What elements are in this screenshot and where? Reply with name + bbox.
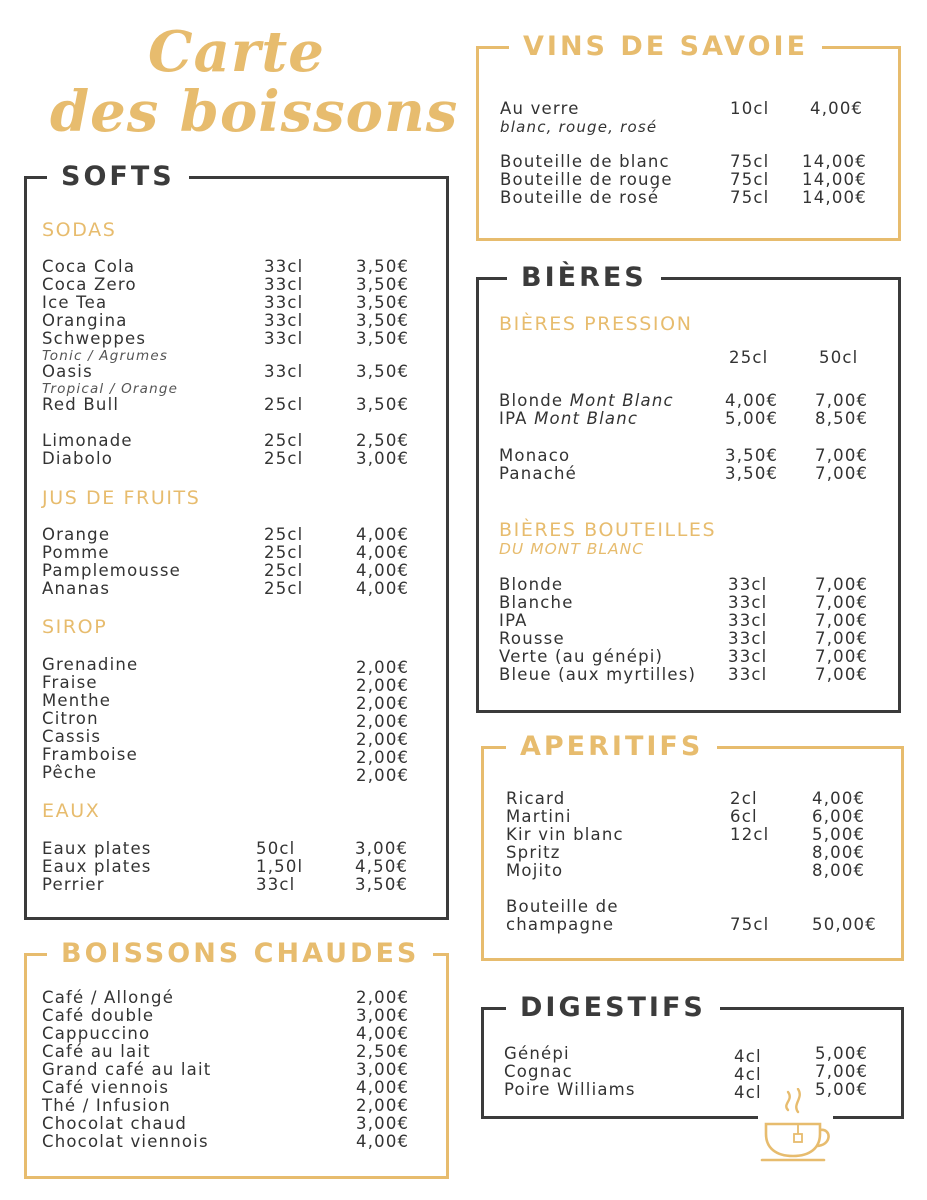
list-item <box>42 432 422 450</box>
item-brand: Mont Blanc <box>534 409 639 428</box>
item-price: 2,00€ <box>356 694 410 713</box>
item-name: Perrier <box>42 875 105 894</box>
item-name: Bouteille de rouge <box>500 170 673 189</box>
bieres-title: BIÈRES <box>507 260 661 296</box>
list-item <box>42 727 422 749</box>
item-price: 4,00€ <box>356 561 410 580</box>
list-item <box>500 153 880 171</box>
item-size: 25cl <box>264 579 304 598</box>
list-item <box>499 630 889 648</box>
item-subtitle: blanc, rouge, rosé <box>500 118 658 136</box>
list-item <box>500 100 880 118</box>
list-item <box>506 898 896 916</box>
item-name: Bouteille de rosé <box>500 188 660 207</box>
list-item <box>499 447 889 465</box>
bieres-bouteilles-subheading: DU MONT BLANC <box>499 540 645 558</box>
item-size: 25cl <box>264 525 304 544</box>
item-subtitle: Tropical / Orange <box>42 381 179 397</box>
item-size: 33cl <box>728 665 768 684</box>
item-price: 2,00€ <box>356 1096 410 1115</box>
item-price: 3,00€ <box>356 1114 410 1133</box>
item-name: Cassis <box>42 727 102 746</box>
item-price: 3,50€ <box>356 275 410 294</box>
item-size: 33cl <box>264 311 304 330</box>
list-item <box>42 396 422 414</box>
item-price: 7,00€ <box>815 575 869 594</box>
list-item <box>42 312 422 330</box>
list-item <box>499 612 889 630</box>
list-item <box>42 691 422 713</box>
item-name: Framboise <box>42 745 138 764</box>
item-name: Martini <box>506 807 572 826</box>
item-name: Café viennois <box>42 1078 170 1097</box>
item-name: Panaché <box>499 464 577 483</box>
item-price: 5,00€ <box>812 825 866 844</box>
item-name: Diabolo <box>42 449 114 468</box>
item-price: 5,00€ <box>815 1044 869 1063</box>
list-item <box>42 258 422 276</box>
item-size: 75cl <box>730 152 770 171</box>
item-price: 14,00€ <box>802 170 867 189</box>
item-price: 4,50€ <box>355 857 409 876</box>
item-price-50cl: 7,00€ <box>815 391 869 410</box>
item-size: 10cl <box>730 99 770 118</box>
list-item <box>504 1044 894 1066</box>
list-item <box>499 576 889 594</box>
chaudes-section <box>24 938 449 1179</box>
list-item <box>42 276 422 294</box>
item-name: Eaux plates <box>42 839 152 858</box>
item-price-25cl: 3,50€ <box>725 464 779 483</box>
item-size: 33cl <box>728 593 768 612</box>
list-item <box>42 1043 422 1061</box>
item-subtitle: Tonic / Agrumes <box>42 348 169 364</box>
item-name-line2: champagne <box>506 915 615 934</box>
item-name: Bleue (aux myrtilles) <box>499 665 697 684</box>
menu-title-line1: Carte <box>148 19 325 85</box>
item-name: Verte (au génépi) <box>499 647 664 666</box>
col-header-50cl: 50cl <box>819 348 859 367</box>
list-item <box>42 580 422 598</box>
vins-section <box>476 31 901 241</box>
item-name: Cappuccino <box>42 1024 151 1043</box>
item-name: Grand café au lait <box>42 1060 212 1079</box>
item-price: 3,00€ <box>356 449 410 468</box>
item-label: Blonde <box>499 391 564 410</box>
item-name: Café double <box>42 1006 155 1025</box>
list-item <box>499 392 889 410</box>
list-item <box>42 840 422 858</box>
item-label: IPA <box>499 409 528 428</box>
item-price: 3,50€ <box>355 875 409 894</box>
item-price: 3,50€ <box>356 293 410 312</box>
list-item <box>499 648 889 666</box>
item-size: 33cl <box>264 362 304 381</box>
list-item <box>42 673 422 695</box>
item-name: Schweppes <box>42 329 147 348</box>
item-size: 25cl <box>264 543 304 562</box>
digestifs-section <box>481 992 904 1119</box>
item-name: Café au lait <box>42 1042 151 1061</box>
list-item <box>42 1025 422 1043</box>
item-price-50cl: 7,00€ <box>815 446 869 465</box>
item-name: Coca Zero <box>42 275 137 294</box>
list-item <box>42 363 422 381</box>
menu-title-line2: des boissons <box>50 79 459 145</box>
item-name: Kir vin blanc <box>506 825 624 844</box>
list-item <box>42 763 422 785</box>
eaux-heading: EAUX <box>42 800 101 822</box>
list-item <box>506 790 896 808</box>
item-price: 3,50€ <box>356 257 410 276</box>
item-price: 2,00€ <box>356 712 410 731</box>
item-size: 4cl <box>734 1065 762 1084</box>
item-price: 7,00€ <box>815 647 869 666</box>
item-size: 25cl <box>264 431 304 450</box>
list-item <box>42 1079 422 1097</box>
col-header-25cl: 25cl <box>729 348 769 367</box>
item-name: Ananas <box>42 579 111 598</box>
vins-title: VINS DE SAVOIE <box>509 29 822 65</box>
item-size: 4cl <box>734 1047 762 1066</box>
item-price: 2,50€ <box>356 1042 410 1061</box>
item-name <box>499 392 674 410</box>
softs-section <box>24 161 449 920</box>
item-price: 4,00€ <box>356 525 410 544</box>
item-size: 33cl <box>728 611 768 630</box>
item-price-50cl: 8,50€ <box>815 409 869 428</box>
item-size: 12cl <box>730 825 770 844</box>
item-price: 4,00€ <box>356 1024 410 1043</box>
item-name: Coca Cola <box>42 257 136 276</box>
item-price: 5,00€ <box>815 1080 869 1099</box>
list-item <box>42 1133 422 1151</box>
item-size: 75cl <box>730 188 770 207</box>
item-price: 4,00€ <box>812 789 866 808</box>
list-item <box>42 330 422 348</box>
item-price: 6,00€ <box>812 807 866 826</box>
list-item <box>506 826 896 844</box>
item-price: 2,00€ <box>356 988 410 1007</box>
item-size: 2cl <box>730 789 758 808</box>
item-name: Rousse <box>499 629 565 648</box>
list-item <box>42 745 422 767</box>
item-name <box>499 410 638 428</box>
item-name: Blonde <box>499 575 564 594</box>
item-name: Blanche <box>499 593 574 612</box>
item-price: 3,50€ <box>356 395 410 414</box>
item-size: 33cl <box>264 257 304 276</box>
item-price: 2,00€ <box>356 748 410 767</box>
item-name: Bouteille de <box>506 897 619 916</box>
item-name: Citron <box>42 709 99 728</box>
sirop-heading: SIROP <box>42 616 108 638</box>
item-price: 2,50€ <box>356 431 410 450</box>
sodas-heading: SODAS <box>42 219 117 241</box>
item-size: 1,50l <box>256 857 304 876</box>
item-name: Orangina <box>42 311 128 330</box>
item-name: Chocolat viennois <box>42 1132 209 1151</box>
item-brand: Mont Blanc <box>569 391 674 410</box>
item-size: 33cl <box>264 293 304 312</box>
item-name: Cognac <box>504 1062 573 1081</box>
item-name: Limonade <box>42 431 133 450</box>
item-price: 7,00€ <box>815 665 869 684</box>
item-price: 50,00€ <box>812 915 877 934</box>
item-name: Spritz <box>506 843 561 862</box>
item-price: 4,00€ <box>810 99 864 118</box>
list-item <box>42 1061 422 1079</box>
item-price: 3,50€ <box>356 329 410 348</box>
list-item <box>506 916 896 934</box>
list-item <box>42 450 422 468</box>
list-item <box>42 544 422 562</box>
item-price: 3,00€ <box>356 1006 410 1025</box>
list-item <box>42 858 422 876</box>
item-size: 6cl <box>730 807 758 826</box>
item-price: 7,00€ <box>815 593 869 612</box>
item-name: Menthe <box>42 691 112 710</box>
item-price: 7,00€ <box>815 1062 869 1081</box>
item-name: Orange <box>42 525 111 544</box>
list-item <box>42 655 422 677</box>
item-price: 4,00€ <box>356 1132 410 1151</box>
digestifs-title: DIGESTIFS <box>506 990 720 1026</box>
item-price: 4,00€ <box>356 1078 410 1097</box>
item-size: 33cl <box>264 275 304 294</box>
aperitifs-section <box>481 731 904 961</box>
softs-title: SOFTS <box>47 159 189 195</box>
list-item <box>504 1062 894 1084</box>
item-price: 2,00€ <box>356 658 410 677</box>
item-name: Ricard <box>506 789 566 808</box>
teacup-icon <box>758 1088 833 1168</box>
item-size: 75cl <box>730 915 770 934</box>
item-price: 7,00€ <box>815 629 869 648</box>
item-price: 3,50€ <box>356 311 410 330</box>
item-price: 7,00€ <box>815 611 869 630</box>
item-size: 33cl <box>728 575 768 594</box>
item-price-50cl: 7,00€ <box>815 464 869 483</box>
item-name: Monaco <box>499 446 571 465</box>
list-item <box>42 526 422 544</box>
item-size: 33cl <box>256 875 296 894</box>
item-size: 33cl <box>728 629 768 648</box>
item-name: Pomme <box>42 543 110 562</box>
item-name: Oasis <box>42 362 93 381</box>
item-price: 2,00€ <box>356 730 410 749</box>
list-item <box>42 1115 422 1133</box>
item-name: Bouteille de blanc <box>500 152 670 171</box>
item-name: IPA <box>499 611 528 630</box>
list-item <box>42 709 422 731</box>
bieres-bouteilles-heading: BIÈRES BOUTEILLES <box>499 519 717 541</box>
list-item <box>42 1097 422 1115</box>
item-price: 14,00€ <box>802 188 867 207</box>
item-size: 75cl <box>730 170 770 189</box>
item-price: 8,00€ <box>812 861 866 880</box>
item-size: 25cl <box>264 449 304 468</box>
item-name: Au verre <box>500 99 580 118</box>
item-name: Thé / Infusion <box>42 1096 171 1115</box>
item-size: 25cl <box>264 395 304 414</box>
item-size: 33cl <box>728 647 768 666</box>
item-price-25cl: 5,00€ <box>725 409 779 428</box>
list-item <box>42 562 422 580</box>
item-name: Café / Allongé <box>42 988 175 1007</box>
item-size: 4cl <box>734 1083 762 1102</box>
item-price: 4,00€ <box>356 579 410 598</box>
list-item <box>504 1080 894 1102</box>
list-item <box>42 876 422 894</box>
list-item <box>506 808 896 826</box>
list-item <box>42 1007 422 1025</box>
list-item <box>500 171 880 189</box>
item-size: 33cl <box>264 329 304 348</box>
list-item <box>506 844 896 862</box>
item-price: 14,00€ <box>802 152 867 171</box>
bieres-section <box>476 262 901 713</box>
item-name: Pamplemousse <box>42 561 181 580</box>
item-price: 2,00€ <box>356 676 410 695</box>
item-price: 2,00€ <box>356 766 410 785</box>
item-name: Grenadine <box>42 655 139 674</box>
jus-heading: JUS DE FRUITS <box>42 487 201 509</box>
list-item <box>499 594 889 612</box>
list-item <box>499 666 889 684</box>
list-item <box>42 294 422 312</box>
item-name: Fraise <box>42 673 98 692</box>
list-item <box>42 989 422 1007</box>
item-price: 3,00€ <box>355 839 409 858</box>
item-price-25cl: 4,00€ <box>725 391 779 410</box>
item-name: Pêche <box>42 763 98 782</box>
item-size: 50cl <box>256 839 296 858</box>
item-name: Poire Williams <box>504 1080 636 1099</box>
aperitifs-title: APERITIFS <box>506 729 717 765</box>
item-name: Red Bull <box>42 395 120 414</box>
item-size: 25cl <box>264 561 304 580</box>
item-name: Chocolat chaud <box>42 1114 188 1133</box>
chaudes-title: BOISSONS CHAUDES <box>47 936 433 972</box>
list-item <box>506 862 896 880</box>
item-name: Ice Tea <box>42 293 108 312</box>
list-item <box>499 410 889 428</box>
item-price: 3,00€ <box>356 1060 410 1079</box>
item-price: 4,00€ <box>356 543 410 562</box>
item-name: Mojito <box>506 861 564 880</box>
item-price-25cl: 3,50€ <box>725 446 779 465</box>
list-item <box>499 465 889 483</box>
item-price: 3,50€ <box>356 362 410 381</box>
list-item <box>500 189 880 207</box>
bieres-pression-heading: BIÈRES PRESSION <box>499 313 693 335</box>
item-name: Eaux plates <box>42 857 152 876</box>
item-price: 8,00€ <box>812 843 866 862</box>
item-name: Génépi <box>504 1044 570 1063</box>
